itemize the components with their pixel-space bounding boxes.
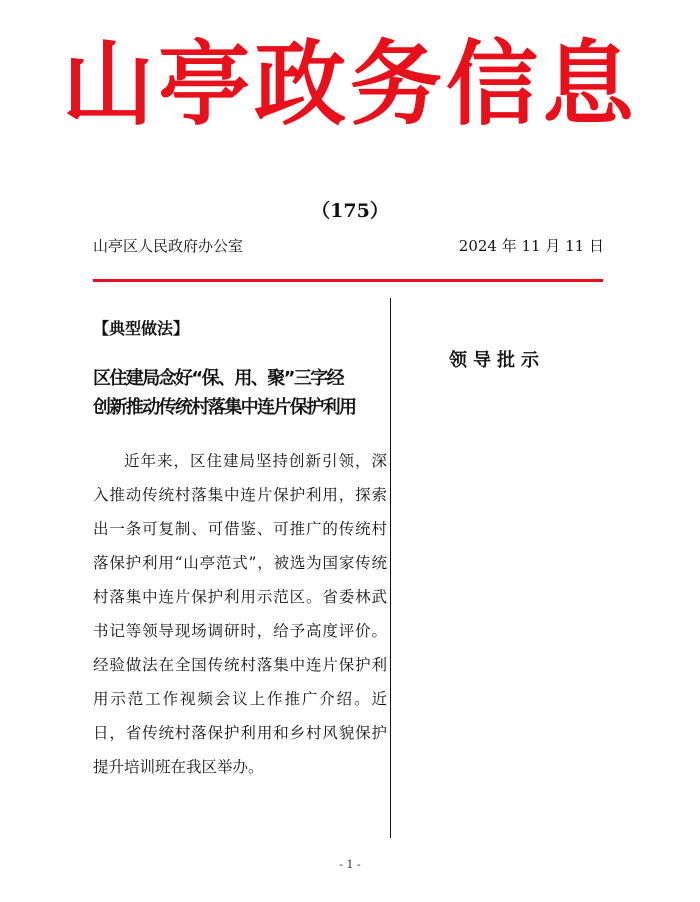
masthead-title: 山亭政务信息	[61, 31, 638, 138]
headline-line-1: 区住建局念好“保、用、聚”三字经	[93, 368, 344, 389]
column-divider	[390, 298, 391, 838]
issue-number: （175）	[311, 200, 389, 222]
page-number: - 1 -	[339, 858, 361, 871]
issue-date: 2024 年 11 月 11 日	[458, 237, 604, 255]
article-paragraph: 近年来，区住建局坚持创新引领，深入推动传统村落集中连片保护利用，探索出一条可复制、可借鉴、可推广的传统村落保护利用“山亭范式”，被选为国家传统村落集中连片保护利用示范区。省委林武书记等领导现场调研时，给予高度评价。经验做法在全国传统村落集中连片保护利用示范工作视频会议上作推广介绍。近日，省传统村落保护利用和乡村风貌保护提升培训班在我区举办。	[93, 452, 387, 776]
section-tag: 【典型做法】	[93, 319, 190, 338]
article-body	[93, 444, 387, 784]
article-headline	[93, 364, 389, 422]
headline-line-2: 创新推动传统村落集中连片保护利用	[93, 397, 356, 418]
masthead-divider	[93, 279, 603, 282]
issuing-office: 山亭区人民政府办公室	[93, 237, 244, 255]
leader-instructions-heading: 领导批示	[449, 350, 545, 371]
